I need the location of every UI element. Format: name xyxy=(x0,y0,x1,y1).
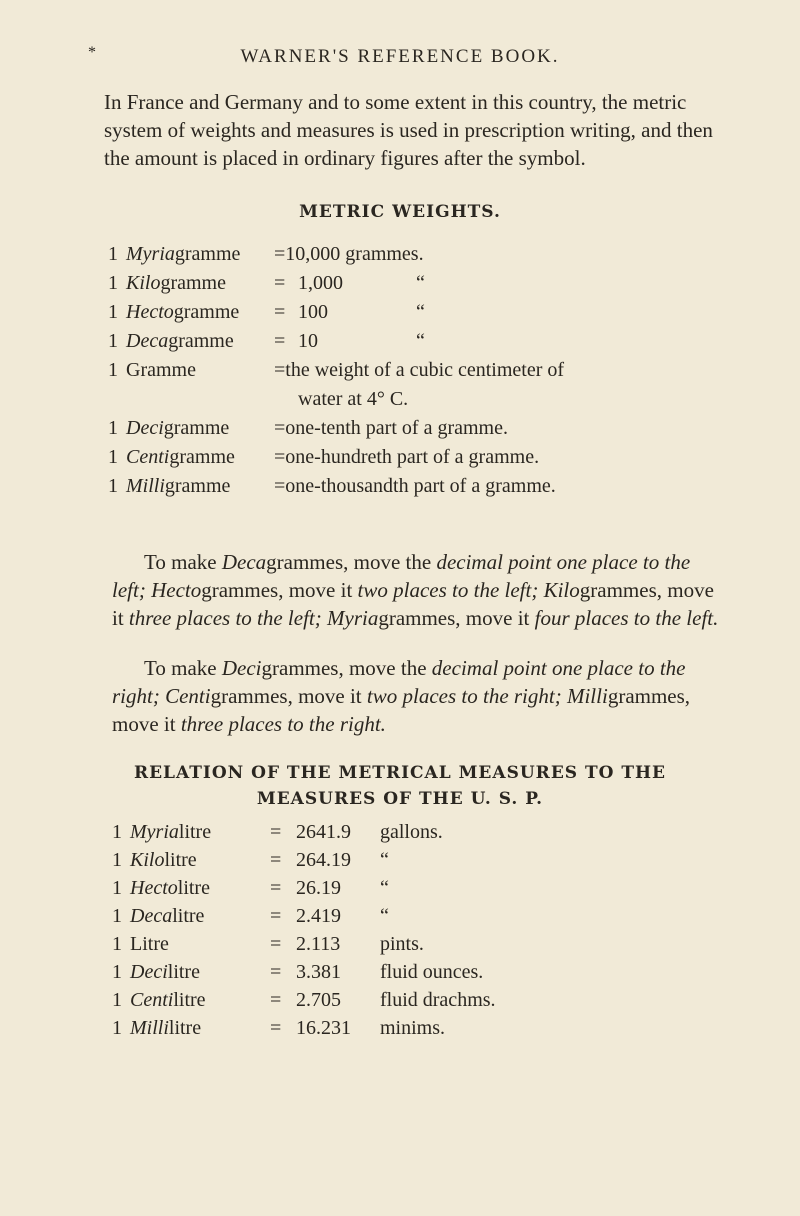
equals-sign: = xyxy=(270,933,282,955)
intro-paragraph xyxy=(104,88,724,172)
text-run: grammes, move it xyxy=(112,684,691,736)
text-run: grammes, move it xyxy=(201,578,358,602)
measure-row xyxy=(112,1014,712,1042)
weight-value: 100 xyxy=(298,301,328,323)
weight-count: 1 xyxy=(108,301,118,323)
text-run-italic: two places to the right; xyxy=(366,684,567,708)
equals-sign: = xyxy=(270,877,282,899)
weight-count: 1 xyxy=(108,446,118,468)
weight-unit xyxy=(126,414,274,443)
measure-count: 1 xyxy=(112,877,122,899)
text-run: grammes, move the xyxy=(266,550,437,574)
measure-value: 26.19 xyxy=(296,877,341,899)
page-marker: * xyxy=(88,44,98,61)
weight-row-continuation xyxy=(108,385,728,414)
text-run: grammes, move the xyxy=(261,656,432,680)
equals-sign: = xyxy=(270,905,282,927)
measure-value: 2.419 xyxy=(296,905,341,927)
measure-value: 2.705 xyxy=(296,989,341,1011)
equals-sign: = xyxy=(274,446,286,468)
text-run: To make xyxy=(144,656,222,680)
equals-sign: = xyxy=(274,330,286,352)
unit-suffix: gramme xyxy=(169,446,235,468)
unit-prefix: Hecto xyxy=(130,877,178,899)
weight-count: 1 xyxy=(108,417,118,439)
weight-count: 1 xyxy=(108,272,118,294)
unit-suffix: litre xyxy=(177,877,210,899)
measure-name: “ xyxy=(380,905,389,927)
measure-row xyxy=(112,902,712,930)
measure-value: 2641.9 xyxy=(296,821,351,843)
weight-value: one-hundreth part of a gramme. xyxy=(285,446,540,468)
unit-suffix: litre xyxy=(164,849,197,871)
running-head xyxy=(0,46,800,68)
measure-name: “ xyxy=(380,877,389,899)
measure-name: “ xyxy=(380,849,389,871)
measure-row xyxy=(112,818,712,846)
measure-unit xyxy=(130,958,270,986)
text-run-italic: Deci xyxy=(221,656,262,680)
unit-prefix: Hecto xyxy=(126,301,174,323)
intro-text: In France and Germany and to some extent in this country, the metric system of weights and measures is used in prescription writing, and then the amount is placed in ordinary figures after the symbol. xyxy=(104,90,713,170)
measure-unit xyxy=(130,818,270,846)
measure-row xyxy=(112,874,712,902)
equals-sign: = xyxy=(274,243,286,265)
text-run-italic: Hecto xyxy=(151,578,202,602)
text-run: grammes, move it xyxy=(112,578,714,630)
unit-suffix: gramme xyxy=(168,330,234,352)
ditto-mark: “ xyxy=(416,330,425,352)
metric-weights-table xyxy=(108,240,728,501)
equals-sign: = xyxy=(270,989,282,1011)
unit-prefix: Myria xyxy=(126,243,175,265)
measure-unit xyxy=(130,986,270,1014)
metric-weights-heading: METRIC WEIGHTS. xyxy=(299,202,501,222)
weight-row xyxy=(108,472,728,501)
measure-unit xyxy=(130,846,270,874)
weight-count: 1 xyxy=(108,330,118,352)
unit-suffix: gramme xyxy=(174,243,241,265)
measure-count: 1 xyxy=(112,905,122,927)
text-run-italic: decimal point one place to the right; xyxy=(112,656,686,708)
text-run-italic: Milli xyxy=(566,684,608,708)
measure-row xyxy=(112,958,712,986)
unit-prefix: Kilo xyxy=(126,272,161,294)
text-run-italic: Deca xyxy=(221,550,267,574)
equals-sign: = xyxy=(274,359,286,381)
weight-count: 1 xyxy=(108,359,118,381)
weight-value: 10,000 grammes. xyxy=(285,243,424,265)
measure-count: 1 xyxy=(112,933,122,955)
equals-sign: = xyxy=(270,1017,282,1039)
unit-suffix: gramme xyxy=(163,417,230,439)
measure-count: 1 xyxy=(112,1017,122,1039)
measure-unit xyxy=(130,874,270,902)
equals-sign: = xyxy=(270,961,282,983)
measure-count: 1 xyxy=(112,989,122,1011)
measure-value: 16.231 xyxy=(296,1017,351,1039)
text-run: grammes, move it xyxy=(378,606,535,630)
equals-sign: = xyxy=(274,417,286,439)
weight-row xyxy=(108,240,728,269)
unit-prefix: Deci xyxy=(126,417,164,439)
ditto-mark: “ xyxy=(416,272,425,294)
unit-suffix: Gramme xyxy=(126,359,196,381)
weight-value: 10 xyxy=(298,330,318,352)
relation-heading-line2: MEASURES OF THE U. S. P. xyxy=(256,789,544,809)
unit-prefix: Kilo xyxy=(130,849,165,871)
unit-prefix: Centi xyxy=(130,989,174,1011)
ditto-mark: “ xyxy=(416,301,425,323)
weight-value: the weight of a cubic centimeter of xyxy=(285,359,565,381)
weight-value: 1,000 xyxy=(298,272,343,294)
running-head-title: WARNER'S REFERENCE BOOK. xyxy=(240,46,560,67)
unit-suffix: gramme xyxy=(173,301,240,323)
measure-value: 2.113 xyxy=(296,933,341,955)
equals-sign: = xyxy=(274,475,286,497)
decimal-right-paragraph xyxy=(112,654,722,738)
relation-heading-line1: RELATION OF THE METRICAL MEASURES TO THE xyxy=(133,763,667,783)
unit-prefix: Deca xyxy=(126,330,169,352)
measure-name: minims. xyxy=(380,1017,446,1039)
equals-sign: = xyxy=(274,301,286,323)
measure-unit xyxy=(130,1014,270,1042)
weight-unit xyxy=(126,327,274,356)
measure-row xyxy=(112,846,712,874)
decimal-left-paragraph xyxy=(112,548,722,632)
measure-count: 1 xyxy=(112,961,122,983)
text-run-italic: four places to the left. xyxy=(534,606,719,630)
unit-suffix: litre xyxy=(178,821,212,843)
unit-suffix: Litre xyxy=(130,933,169,955)
measure-unit xyxy=(130,930,270,958)
weight-unit xyxy=(126,298,274,327)
text-run-italic: decimal point one place to the left; xyxy=(112,550,691,602)
weight-unit xyxy=(126,356,274,385)
measure-name: pints. xyxy=(380,933,424,955)
unit-suffix: gramme xyxy=(164,475,231,497)
weight-row xyxy=(108,414,728,443)
text-run-italic: three places to the right. xyxy=(180,712,386,736)
measure-name: fluid drachms. xyxy=(380,989,496,1011)
measure-name: fluid ounces. xyxy=(380,961,484,983)
text-run-italic: Kilo xyxy=(543,578,580,602)
unit-prefix: Centi xyxy=(126,446,170,468)
measure-count: 1 xyxy=(112,849,122,871)
unit-suffix: litre xyxy=(167,961,200,983)
weight-row xyxy=(108,298,728,327)
unit-suffix: litre xyxy=(172,905,205,927)
weight-count: 1 xyxy=(108,243,118,265)
unit-prefix: Myria xyxy=(130,821,179,843)
metric-measures-table xyxy=(112,818,712,1042)
text-run-italic: two places to the left; xyxy=(357,578,544,602)
weight-count: 1 xyxy=(108,475,118,497)
unit-prefix: Deca xyxy=(130,905,173,927)
weight-value-continuation: water at 4° C. xyxy=(298,388,409,410)
weight-unit xyxy=(126,443,274,472)
weight-value: one-thousandth part of a gramme. xyxy=(285,475,556,497)
weight-row xyxy=(108,443,728,472)
equals-sign: = xyxy=(274,272,286,294)
unit-prefix: Deci xyxy=(130,961,168,983)
equals-sign: = xyxy=(270,821,282,843)
measure-value: 264.19 xyxy=(296,849,351,871)
weight-row xyxy=(108,356,728,385)
relation-heading xyxy=(0,760,800,812)
weight-unit xyxy=(126,269,274,298)
measure-row xyxy=(112,986,712,1014)
text-run-italic: three places to the left; xyxy=(128,606,327,630)
text-run: To make xyxy=(144,550,222,574)
unit-prefix: Milli xyxy=(130,1017,169,1039)
unit-suffix: litre xyxy=(173,989,206,1011)
measure-unit xyxy=(130,902,270,930)
weight-row xyxy=(108,269,728,298)
unit-prefix: Milli xyxy=(126,475,165,497)
measure-value: 3.381 xyxy=(296,961,341,983)
weight-unit xyxy=(126,472,274,501)
text-run: grammes, move it xyxy=(210,684,367,708)
text-run-italic: Centi xyxy=(165,684,211,708)
weight-unit xyxy=(126,240,274,269)
unit-suffix: litre xyxy=(168,1017,202,1039)
equals-sign: = xyxy=(270,849,282,871)
measure-name: gallons. xyxy=(380,821,443,843)
unit-suffix: gramme xyxy=(160,272,226,294)
text-run-italic: Myria xyxy=(327,606,379,630)
measure-count: 1 xyxy=(112,821,122,843)
weight-value: one-tenth part of a gramme. xyxy=(285,417,508,439)
measure-row xyxy=(112,930,712,958)
weight-row xyxy=(108,327,728,356)
